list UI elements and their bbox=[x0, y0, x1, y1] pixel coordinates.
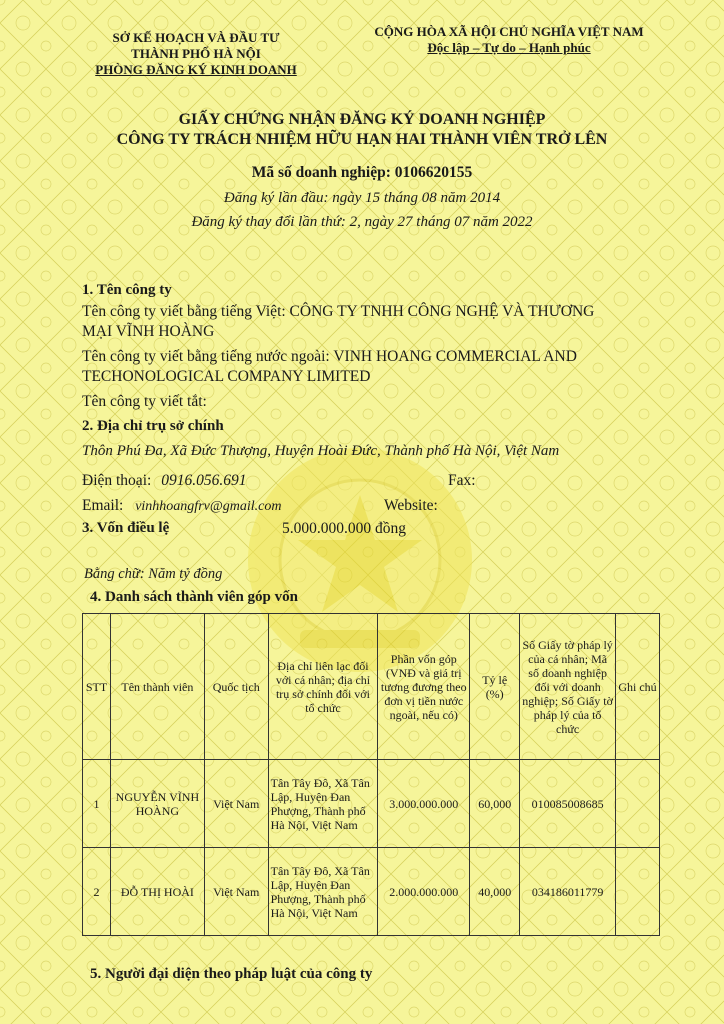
email-row bbox=[82, 496, 281, 516]
row-address: Tân Tây Đô, Xã Tân Lập, Huyện Đan Phượng, Thành phố Hà Nội, Việt Nam bbox=[268, 760, 378, 848]
row-legal-id: 010085008685 bbox=[520, 760, 616, 848]
row-member-name: NGUYỄN VĨNH HOÀNG bbox=[110, 760, 204, 848]
tax-code: Mã số doanh nghiệp: 0106620155 bbox=[251, 164, 473, 181]
phone-value: 0916.056.691 bbox=[161, 472, 247, 489]
row-stt: 1 bbox=[83, 760, 111, 848]
row-stt: 2 bbox=[83, 848, 111, 936]
email-label: Email: bbox=[82, 497, 124, 514]
document-title bbox=[60, 110, 664, 150]
issuer-city: THÀNH PHỐ HÀ NỘI bbox=[131, 46, 261, 61]
issuer-department: SỞ KẾ HOẠCH VÀ ĐẦU TƯ bbox=[112, 30, 280, 45]
head-office-address: Thôn Phú Đa, Xã Đức Thượng, Huyện Hoài Đức, Thành phố Hà Nội, Việt Nam bbox=[82, 443, 560, 459]
phone-label: Điện thoại: bbox=[82, 472, 152, 489]
row-nationality: Việt Nam bbox=[204, 848, 268, 936]
row-note bbox=[616, 760, 660, 848]
members-table bbox=[82, 613, 660, 936]
vietnamese-name-line-2: MẠI VĨNH HOÀNG bbox=[82, 323, 215, 340]
title-line-1: GIẤY CHỨNG NHẬN ĐĂNG KÝ DOANH NGHIỆP bbox=[178, 111, 546, 128]
section-2-heading: 2. Địa chỉ trụ sở chính bbox=[82, 418, 224, 434]
section-1-heading: 1. Tên công ty bbox=[82, 282, 172, 298]
website-label: Website: bbox=[384, 497, 438, 514]
column-header-ratio: Tỷ lệ (%) bbox=[470, 614, 520, 760]
first-registration-date: Đăng ký lần đầu: ngày 15 tháng 08 năm 2014 bbox=[223, 190, 501, 206]
table-header-row bbox=[83, 614, 660, 760]
row-note bbox=[616, 848, 660, 936]
state-header bbox=[344, 24, 674, 56]
column-header-capital: Phần vốn góp (VNĐ và giá trị tương đương theo đơn vị tiền nước ngoài, nếu có) bbox=[378, 614, 470, 760]
column-header-nationality: Quốc tịch bbox=[204, 614, 268, 760]
column-header-member-name: Tên thành viên bbox=[110, 614, 204, 760]
column-header-stt: STT bbox=[83, 614, 111, 760]
row-ratio: 40,000 bbox=[470, 848, 520, 936]
short-name: Tên công ty viết tắt: bbox=[82, 393, 207, 410]
row-member-name: ĐỖ THỊ HOÀI bbox=[110, 848, 204, 936]
table-row bbox=[83, 848, 660, 936]
issuer-office: PHÒNG ĐĂNG KÝ KINH DOANH bbox=[95, 62, 297, 77]
row-nationality: Việt Nam bbox=[204, 760, 268, 848]
charter-capital-in-words: Bằng chữ: Năm tỷ đồng bbox=[84, 566, 223, 582]
email-value: vinhhoangfrv@gmail.com bbox=[135, 499, 282, 514]
column-header-address: Địa chỉ liên lạc đối với cá nhân; địa chỉ trụ sở chính đối với tổ chức bbox=[268, 614, 378, 760]
fax-label: Fax: bbox=[448, 472, 476, 489]
vietnamese-name-line-1: Tên công ty viết bằng tiếng Việt: CÔNG TY TNHH CÔNG NGHỆ VÀ THƯƠNG bbox=[82, 303, 595, 320]
phone-row bbox=[82, 471, 246, 490]
row-ratio: 60,000 bbox=[470, 760, 520, 848]
row-address: Tân Tây Đô, Xã Tân Lập, Huyện Đan Phượng, Thành phố Hà Nội, Việt Nam bbox=[268, 848, 378, 936]
table-row bbox=[83, 760, 660, 848]
charter-capital-value: 5.000.000.000 đồng bbox=[282, 520, 406, 537]
section-4-heading: 4. Danh sách thành viên góp vốn bbox=[90, 589, 298, 605]
section-3-heading: 3. Vốn điều lệ bbox=[82, 520, 170, 536]
state-name: CỘNG HÒA XÃ HỘI CHỦ NGHĨA VIỆT NAM bbox=[374, 24, 644, 39]
row-capital: 2.000.000.000 bbox=[378, 848, 470, 936]
column-header-note: Ghi chú bbox=[616, 614, 660, 760]
row-capital: 3.000.000.000 bbox=[378, 760, 470, 848]
title-line-2: CÔNG TY TRÁCH NHIỆM HỮU HẠN HAI THÀNH VIÊN TRỞ LÊN bbox=[116, 131, 608, 148]
state-motto: Độc lập – Tự do – Hạnh phúc bbox=[427, 40, 591, 55]
foreign-name-line-1: Tên công ty viết bằng tiếng nước ngoài: VINH HOANG COMMERCIAL AND bbox=[82, 348, 577, 365]
change-registration-date: Đăng ký thay đổi lần thứ: 2, ngày 27 tháng 07 năm 2022 bbox=[191, 214, 533, 230]
issuer-header bbox=[78, 30, 314, 78]
column-header-legal-id: Số Giấy tờ pháp lý của cá nhân; Mã số doanh nghiệp đối với doanh nghiệp; Số Giấy tờ pháp lý của tổ chức bbox=[520, 614, 616, 760]
foreign-name-line-2: TECHONOLOGICAL COMPANY LIMITED bbox=[82, 368, 371, 385]
row-legal-id: 034186011779 bbox=[520, 848, 616, 936]
section-5-heading: 5. Người đại diện theo pháp luật của công ty bbox=[90, 966, 373, 982]
